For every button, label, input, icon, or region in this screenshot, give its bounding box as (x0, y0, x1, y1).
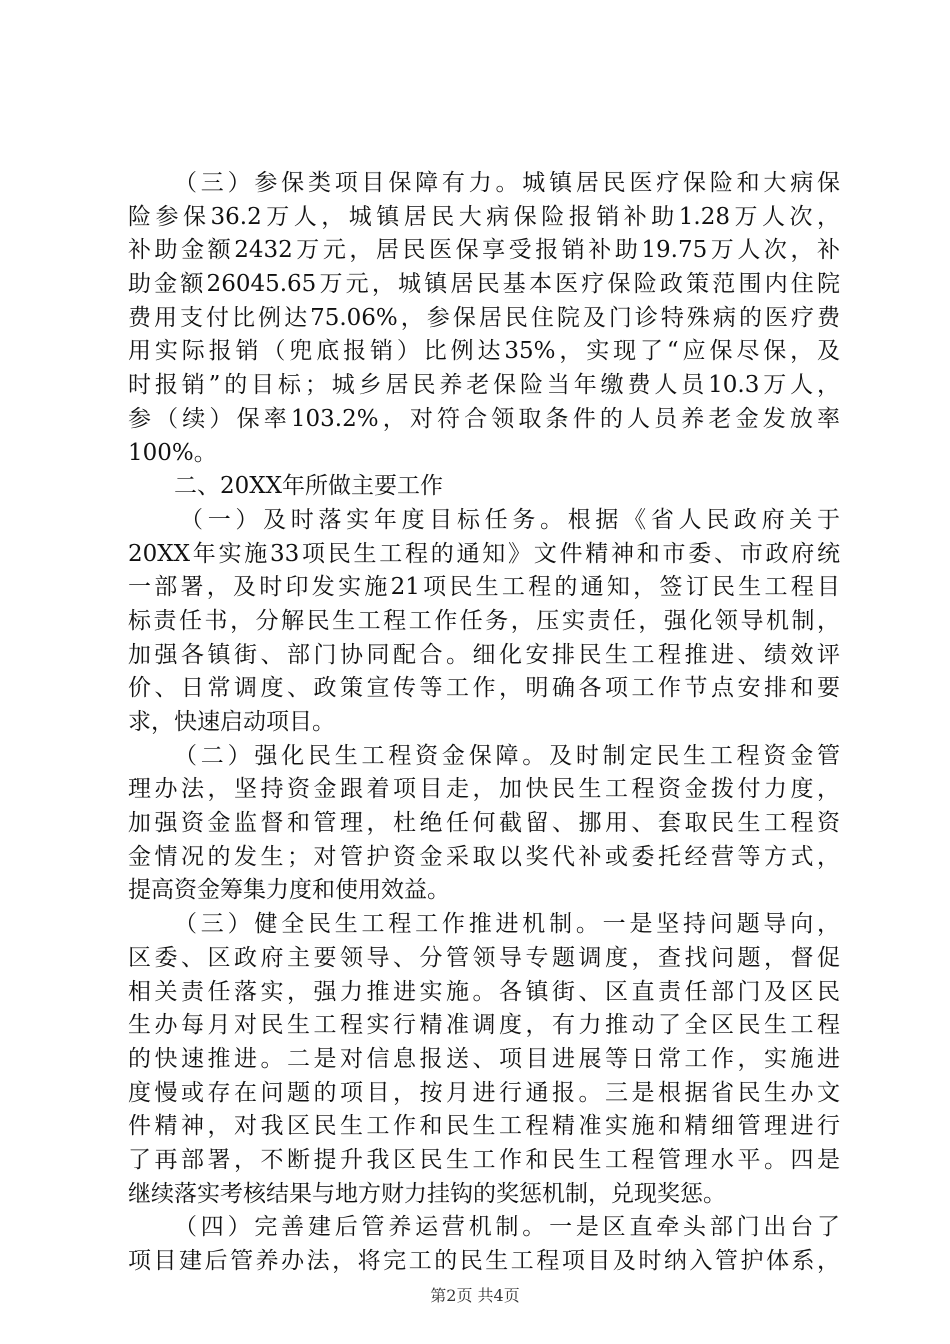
paragraph-line: 提高资金筹集力度和使用效益。 (128, 877, 450, 904)
paragraph-line: 生办每月对民生工程实行精准调度，有力推动了全区民生工程 (128, 1012, 840, 1039)
paragraph-line: 20XX年实施33项民生工程的通知》文件精神和市委、市政府统 (128, 540, 840, 567)
paragraph-line: 一部署，及时印发实施21项民生工程的通知，签订民生工程目 (128, 574, 840, 601)
paragraph-line: 区委、区政府主要领导、分管领导专题调度，查找问题，督促 (128, 944, 840, 971)
page-number-footer: 第2页 共4页 (430, 1286, 520, 1305)
paragraph-line: 时报销”的目标；城乡居民养老保险当年缴费人员10.3万人， (128, 372, 840, 399)
paragraph-line: 继续落实考核结果与地方财力挂钩的奖惩机制，兑现奖惩。 (128, 1180, 726, 1207)
paragraph-line: 加强各镇街、部门协同配合。细化安排民生工程推进、绩效评 (128, 641, 840, 668)
paragraph-line: 标责任书，分解民生工程工作任务，压实责任，强化领导机制， (128, 607, 840, 634)
paragraph-line: 加强资金监督和管理，杜绝任何截留、挪用、套取民生工程资 (128, 810, 840, 837)
section-heading: 二、20XX年所做主要工作 (174, 473, 444, 500)
paragraph-line: 项目建后管养办法，将完工的民生工程项目及时纳入管护体系， (128, 1248, 840, 1274)
document-body (128, 167, 840, 1279)
paragraph-line: 险参保36.2万人，城镇居民大病保险报销补助1.28万人次， (128, 203, 840, 230)
paragraph-line: 价、日常调度、政策宣传等工作，明确各项工作节点安排和要 (128, 675, 840, 702)
paragraph-line: 相关责任落实，强力推进实施。各镇街、区直责任部门及区民 (128, 978, 840, 1005)
paragraph-line: （四）完善建后管养运营机制。一是区直牵头部门出台了 (174, 1214, 840, 1241)
paragraph-line: （二）强化民生工程资金保障。及时制定民生工程资金管 (174, 742, 840, 769)
paragraph-line: 100%。 (128, 439, 217, 466)
paragraph-line: 补助金额2432万元，居民医保享受报销补助19.75万人次，补 (128, 237, 840, 264)
paragraph-line: 求，快速启动项目。 (128, 709, 335, 735)
paragraph-line: （一）及时落实年度目标任务。根据《省人民政府关于 (180, 506, 840, 533)
paragraph-line: （三）参保类项目保障有力。城镇居民医疗保险和大病保 (174, 170, 840, 196)
paragraph-line: 件精神，对我区民生工作和民生工程精准实施和精细管理进行 (128, 1113, 840, 1140)
paragraph-line: 的快速推进。二是对信息报送、项目进展等日常工作，实施进 (128, 1045, 840, 1072)
paragraph-line: 金情况的发生；对管护资金采取以奖代补或委托经营等方式， (128, 843, 840, 870)
paragraph-line: 用实际报销（兜底报销）比例达35%，实现了“应保尽保，及 (128, 338, 840, 365)
paragraph-line: 度慢或存在问题的项目，按月进行通报。三是根据省民生办文 (128, 1079, 840, 1106)
paragraph-line: 助金额26045.65万元，城镇居民基本医疗保险政策范围内住院 (128, 271, 840, 298)
paragraph-line: 费用支付比例达75.06%，参保居民住院及门诊特殊病的医疗费 (128, 304, 840, 331)
paragraph-line: 了再部署，不断提升我区民生工作和民生工程管理水平。四是 (128, 1146, 840, 1173)
paragraph-line: 理办法，坚持资金跟着项目走，加快民生工程资金拨付力度， (128, 776, 840, 803)
paragraph-line: （三）健全民生工程工作推进机制。一是坚持问题导向， (174, 911, 840, 938)
paragraph-line: 参（续）保率103.2%，对符合领取条件的人员养老金发放率 (128, 405, 840, 432)
